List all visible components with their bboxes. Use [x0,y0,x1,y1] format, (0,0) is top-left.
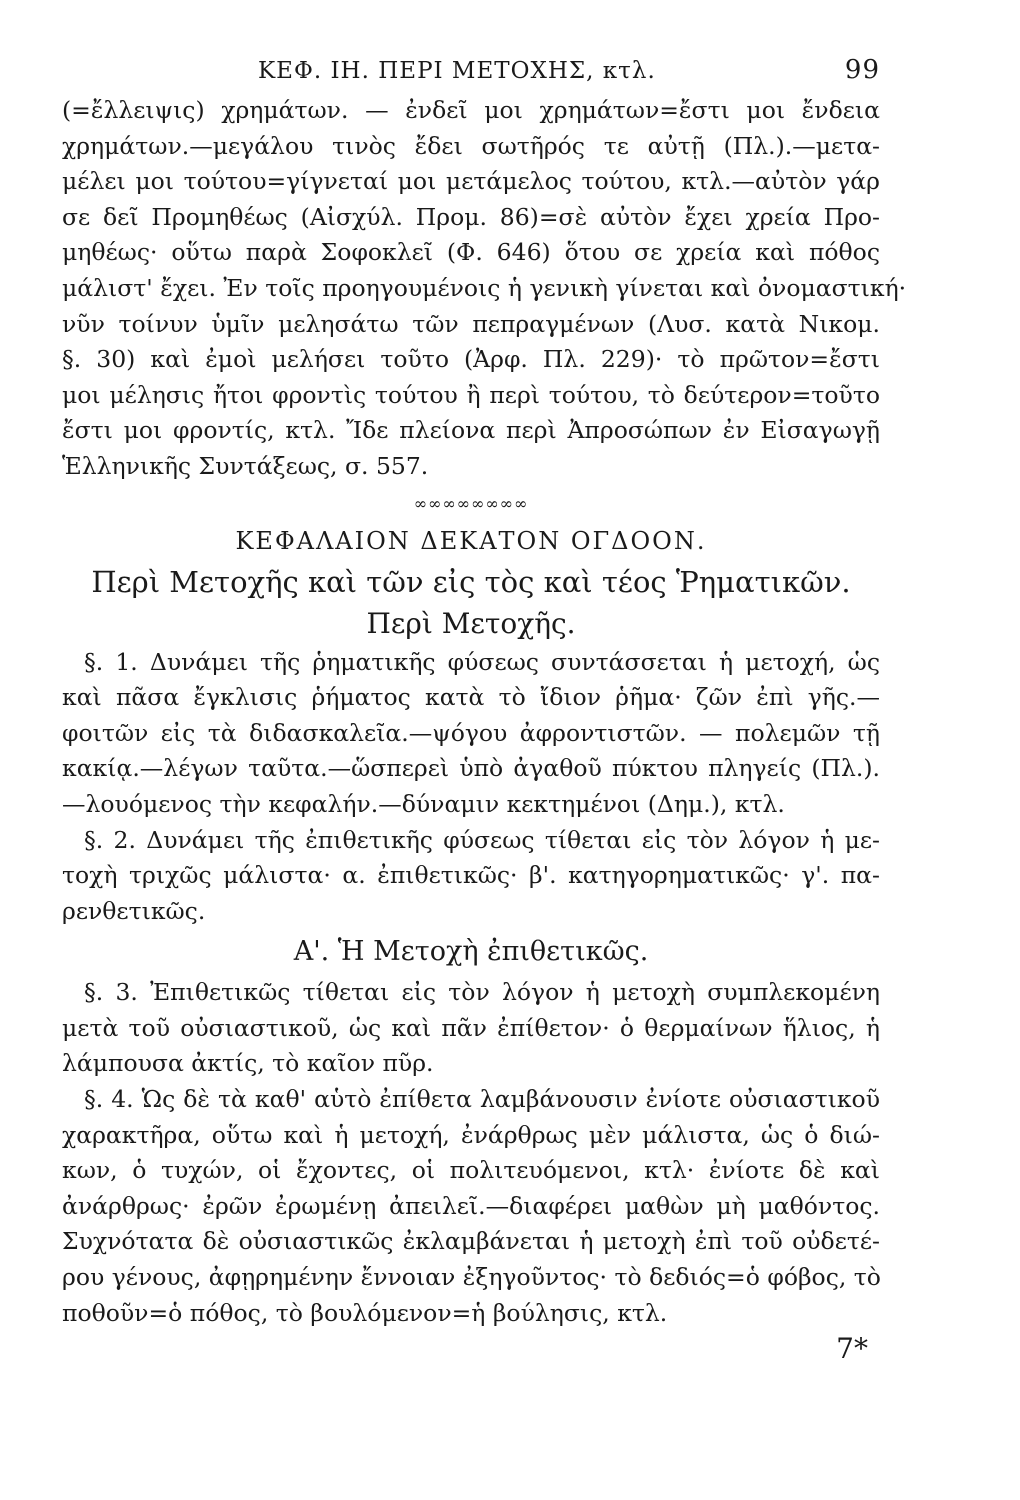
page-number: 99 [844,55,880,85]
text-line: μετὰ τοῦ οὐσιαστικοῦ, ὡς καὶ πᾶν ἐπίθετον· ὁ θερμαίνων ἥλιος, ἡ [62,1013,880,1042]
text-line: ἔστι μοι φροντίς, κτλ. Ἴδε πλείονα περὶ Ἀπροσώπων ἐν Εἰσαγωγῇ [62,416,880,445]
running-title: ΚΕΦ. ΙΗ. ΠΕΡΙ ΜΕΤΟΧΗΣ, κτλ. [258,58,656,84]
text-line: Συχνότατα δὲ οὐσιαστικῶς ἐκλαμβάνεται ἡ μετοχὴ ἐπὶ τοῦ οὐδετέ- [62,1227,880,1256]
text-line: τοχὴ τριχῶς μάλιστα· α. ἐπιθετικῶς· β'. κατηγορηματικῶς· γ'. πα- [62,861,880,890]
text-line: ποθοῦν=ὁ πόθος, τὸ βουλόμενον=ἡ βούλησις, κτλ. [62,1298,668,1327]
chapter-subtitle: Περὶ Μετοχῆς καὶ τῶν εἰς τὸς καὶ τέος Ῥηματικῶν. [91,564,851,599]
text-line: ἀνάρθρως· ἐρῶν ἐρωμένῃ ἀπειλεῖ.—διαφέρει μαθὼν μὴ μαθόντος. [62,1191,880,1220]
text-line: ρου γένους, ἀφῃρημένην ἔννοιαν ἐξηγοῦντος· τὸ δεδιός=ὁ φόβος, τὸ [62,1263,881,1292]
text-line: —λουόμενος τὴν κεφαλήν.—δύναμιν κεκτημένοι (Δημ.), κτλ. [62,789,785,818]
text-line: λάμπουσα ἀκτίς, τὸ καῖον πῦρ. [62,1049,434,1078]
text-line: φοιτῶν εἰς τὰ διδασκαλεῖα.—ψόγου ἀφροντιστῶν. — πολεμῶν τῇ [62,718,880,747]
text-line: νῦν τοίνυν ὑμῖν μελησάτω τῶν πεπραγμένων (Λυσ. κατὰ Νικομ. [62,309,880,338]
text-line: χρημάτων.—μεγάλου τινὸς ἔδει σωτῆρός τε αὐτῇ (Πλ.).—μετα- [62,131,880,160]
text-line: καὶ πᾶσα ἔγκλισις ῥήματος κατὰ τὸ ἴδιον ῥῆμα· ζῶν ἐπὶ γῆς.— [62,683,880,712]
text-line: §. 30) καὶ ἐμοὶ μελήσει τοῦτο (Ἀρφ. Πλ. 229)· τὸ πρῶτον=ἔστι [62,345,880,374]
subsection-heading: Α'. Ἡ Μετοχὴ ἐπιθετικῶς. [293,936,649,968]
text-line: Ἑλληνικῆς Συντάξεως, σ. 557. [62,451,429,480]
text-line: μάλιστ' ἔχει. Ἐν τοῖς προηγουμένοις ἡ γενικὴ γίνεται καὶ ὀνομαστική· [62,273,907,302]
paragraph-2 [62,823,880,930]
signature-mark: 7* [836,1332,868,1366]
paragraph-1 [62,645,880,823]
text-line: κων, ὁ τυχών, οἱ ἔχοντες, οἱ πολιτευόμενοι, κτλ· ἐνίοτε δὲ καὶ [62,1156,880,1185]
text-line: χαρακτῆρα, οὕτω καὶ ἡ μετοχή, ἐνάρθρως μὲν μάλιστα, ὡς ὁ διώ- [62,1120,880,1149]
text-line: §. 3. Ἐπιθετικῶς τίθεται εἰς τὸν λόγον ἡ μετοχὴ συμπλεκομένη [84,978,880,1007]
text-line: (=ἔλλειψις) χρημάτων. — ἐνδεῖ μοι χρημάτων=ἔστι μοι ἔνδεια [62,96,880,124]
text-line: §. 2. Δυνάμει τῆς ἐπιθετικῆς φύσεως τίθεται εἰς τὸν λόγον ἡ με- [84,825,880,854]
book-page [62,55,907,1369]
text-line: μέλει μοι τούτου=γίγνεταί μοι μετάμελος τούτου, κτλ.—αὐτὸν γάρ [62,167,880,196]
text-line: §. 1. Δυνάμει τῆς ῥηματικῆς φύσεως συντάσσεται ἡ μετοχή, ὡς [84,647,880,676]
ornamental-separator: ∞∞∞∞∞∞∞∞ [413,493,529,513]
text-line: ρενθετικῶς. [62,896,206,925]
running-header [62,55,880,85]
paragraph-3 [62,975,880,1082]
text-line: μηθέως· οὕτω παρὰ Σοφοκλεῖ (Φ. 646) ὅτου σε χρεία καὶ πόθος [62,238,880,267]
continued-paragraph [62,93,907,485]
text-line: μοι μέλησις ἤτοι φροντὶς τούτου ἢ περὶ τούτου, τὸ δεύτερον=τοῦτο [62,380,880,409]
text-line: §. 4. Ὡς δὲ τὰ καθ' αὑτὸ ἐπίθετα λαμβάνουσιν ἐνίοτε οὐσιαστικοῦ [84,1085,880,1114]
paragraph-4 [62,1082,880,1331]
text-line: κακίᾳ.—λέγων ταῦτα.—ὥσπερεὶ ὑπὸ ἀγαθοῦ πύκτου πληγείς (Πλ.). [62,754,880,783]
text-line: σε δεῖ Προμηθέως (Αἰσχύλ. Προμ. 86)=σὲ αὐτὸν ἔχει χρεία Προ- [62,202,880,231]
chapter-title: ΚΕΦΑΛΑΙΟΝ ΔΕΚΑΤΟΝ ΟΓΔΟΟΝ. [235,526,707,555]
section-heading: Περὶ Μετοχῆς. [366,606,576,640]
